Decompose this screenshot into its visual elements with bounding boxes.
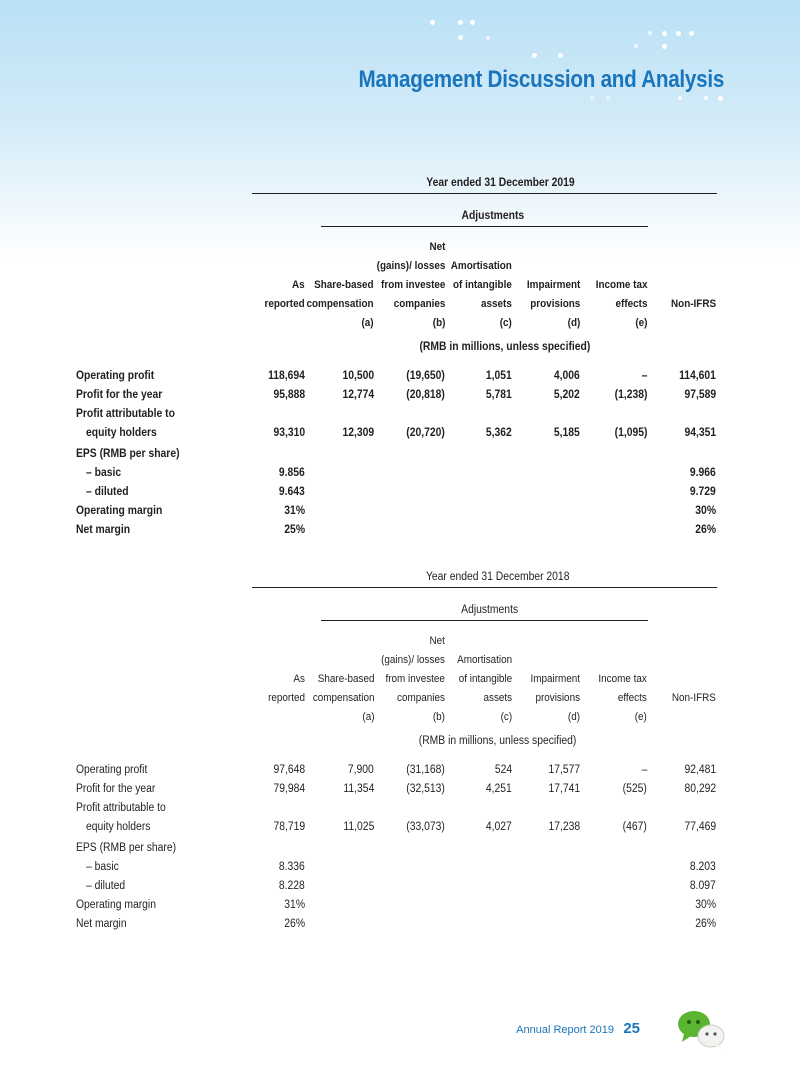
row-label: Net margin	[76, 524, 131, 536]
cell-value: 17,577	[548, 764, 580, 776]
cell-value: (20,720)	[406, 427, 445, 439]
cell-value: (33,073)	[406, 821, 445, 833]
column-header: As reported	[264, 279, 305, 310]
column-header: As reported	[268, 673, 305, 704]
cell-value: 8.203	[690, 861, 716, 873]
cell-value: 5,362	[486, 427, 512, 439]
table-row	[0, 821, 800, 840]
table-row	[0, 486, 800, 505]
cell-value: 9.856	[279, 467, 305, 479]
column-header: Share-based compensation (a)	[312, 673, 374, 723]
cell-value: 31%	[284, 899, 305, 911]
table-row	[0, 427, 800, 446]
cell-value: 17,741	[548, 783, 580, 795]
table-row	[0, 802, 800, 821]
cell-value: 26%	[695, 524, 716, 536]
cell-value: 78,719	[273, 821, 305, 833]
cell-value: 5,781	[486, 389, 512, 401]
cell-value: (20,818)	[406, 389, 445, 401]
cell-value: 8.097	[690, 880, 716, 892]
adjustments-rule	[321, 226, 648, 227]
cell-value: (19,650)	[406, 370, 445, 382]
adjustments-rule	[321, 620, 648, 621]
column-header: Non-IFRS	[671, 692, 716, 704]
row-label: Operating profit	[76, 764, 148, 776]
cell-value: 97,648	[273, 764, 305, 776]
cell-value: –	[641, 370, 647, 382]
cell-value: 1,051	[486, 370, 512, 382]
column-header: Impairment provisions (d)	[530, 673, 580, 723]
cell-value: 12,309	[342, 427, 374, 439]
cell-value: 4,027	[486, 821, 512, 833]
column-header: Amortisation of intangible assets (c)	[456, 654, 512, 723]
cell-value: 4,006	[554, 370, 580, 382]
table-caption: Year ended 31 December 2019	[426, 177, 575, 189]
table-caption: Year ended 31 December 2018	[425, 571, 570, 583]
row-label: Operating profit	[76, 370, 155, 382]
cell-value: 9.966	[690, 467, 716, 479]
cell-value: 77,469	[684, 821, 716, 833]
cell-value: 5,202	[554, 389, 580, 401]
row-label: – basic	[86, 861, 119, 873]
column-header: Non-IFRS	[670, 298, 716, 310]
column-header: Amortisation of intangible assets (c)	[450, 260, 512, 329]
cell-value: 80,292	[684, 783, 716, 795]
cell-value: (467)	[622, 821, 647, 833]
cell-value: 93,310	[273, 427, 305, 439]
cell-value: 11,025	[343, 821, 374, 833]
caption-rule	[252, 587, 717, 588]
row-label: EPS (RMB per share)	[76, 842, 177, 854]
cell-value: 79,984	[273, 783, 305, 795]
row-label: EPS (RMB per share)	[76, 448, 180, 460]
cell-value: 11,354	[343, 783, 374, 795]
row-label: equity holders	[86, 427, 157, 439]
column-header: Net (gains)/ losses from investee companies (b)	[381, 635, 445, 723]
column-header: Net (gains)/ losses from investee companies (b)	[376, 241, 445, 329]
table-row	[0, 448, 800, 467]
cell-value: –	[641, 764, 647, 776]
cell-value: 95,888	[273, 389, 305, 401]
cell-value: 26%	[284, 918, 305, 930]
caption-rule	[252, 193, 717, 194]
cell-value: 92,481	[684, 764, 716, 776]
adjustments-label: Adjustments	[461, 604, 519, 616]
table-row	[0, 764, 800, 783]
row-label: Profit attributable to	[76, 408, 175, 420]
table-row	[0, 389, 800, 408]
cell-value: (1,095)	[614, 427, 647, 439]
cell-value: 97,589	[684, 389, 716, 401]
cell-value: 7,900	[348, 764, 374, 776]
cell-value: 12,774	[342, 389, 374, 401]
cell-value: 26%	[695, 918, 716, 930]
cell-value: 114,601	[679, 370, 716, 382]
cell-value: 9.729	[690, 486, 716, 498]
table-row	[0, 505, 800, 524]
units-note: (RMB in millions, unless specified)	[418, 735, 577, 747]
table-row	[0, 842, 800, 861]
cell-value: 118,694	[268, 370, 305, 382]
cell-value: 31%	[284, 505, 305, 517]
cell-value: 30%	[695, 505, 716, 517]
table-row	[0, 861, 800, 880]
row-label: – diluted	[86, 486, 129, 498]
cell-value: 5,185	[554, 427, 580, 439]
cell-value: 4,251	[486, 783, 512, 795]
table-row	[0, 524, 800, 543]
column-header: Income tax effects (e)	[598, 673, 647, 723]
table-row	[0, 370, 800, 389]
row-label: – diluted	[86, 880, 126, 892]
page-number: 25	[623, 1020, 640, 1037]
cell-value: (32,513)	[406, 783, 445, 795]
row-label: Net margin	[76, 918, 127, 930]
cell-value: 8.228	[279, 880, 305, 892]
cell-value: (1,238)	[614, 389, 647, 401]
cell-value: 94,351	[684, 427, 716, 439]
table-row	[0, 408, 800, 427]
cell-value: 17,238	[548, 821, 580, 833]
row-label: Profit for the year	[76, 783, 156, 795]
cell-value: 9.643	[279, 486, 305, 498]
cell-value: 524	[494, 764, 512, 776]
footer-report-title: Annual Report 2019	[516, 1024, 614, 1036]
row-label: Profit for the year	[76, 389, 163, 401]
chat-bubbles-icon	[676, 1008, 726, 1050]
units-note: (RMB in millions, unless specified)	[419, 341, 591, 353]
column-header: Impairment provisions (d)	[526, 279, 580, 329]
table-row	[0, 918, 800, 937]
cell-value: 30%	[695, 899, 716, 911]
table-row	[0, 899, 800, 918]
row-label: Operating margin	[76, 505, 163, 517]
row-label: equity holders	[86, 821, 151, 833]
page-title: Management Discussion and Analysis	[358, 66, 724, 93]
row-label: – basic	[86, 467, 122, 479]
table-row	[0, 880, 800, 899]
cell-value: 10,500	[342, 370, 374, 382]
cell-value: 8.336	[279, 861, 305, 873]
column-header: Share-based compensation (a)	[306, 279, 374, 329]
column-header: Income tax effects (e)	[595, 279, 647, 329]
cell-value: (31,168)	[406, 764, 445, 776]
cell-value: (525)	[622, 783, 647, 795]
row-label: Profit attributable to	[76, 802, 166, 814]
adjustments-label: Adjustments	[461, 210, 525, 222]
cell-value: 25%	[284, 524, 305, 536]
row-label: Operating margin	[76, 899, 156, 911]
table-row	[0, 467, 800, 486]
table-row	[0, 783, 800, 802]
